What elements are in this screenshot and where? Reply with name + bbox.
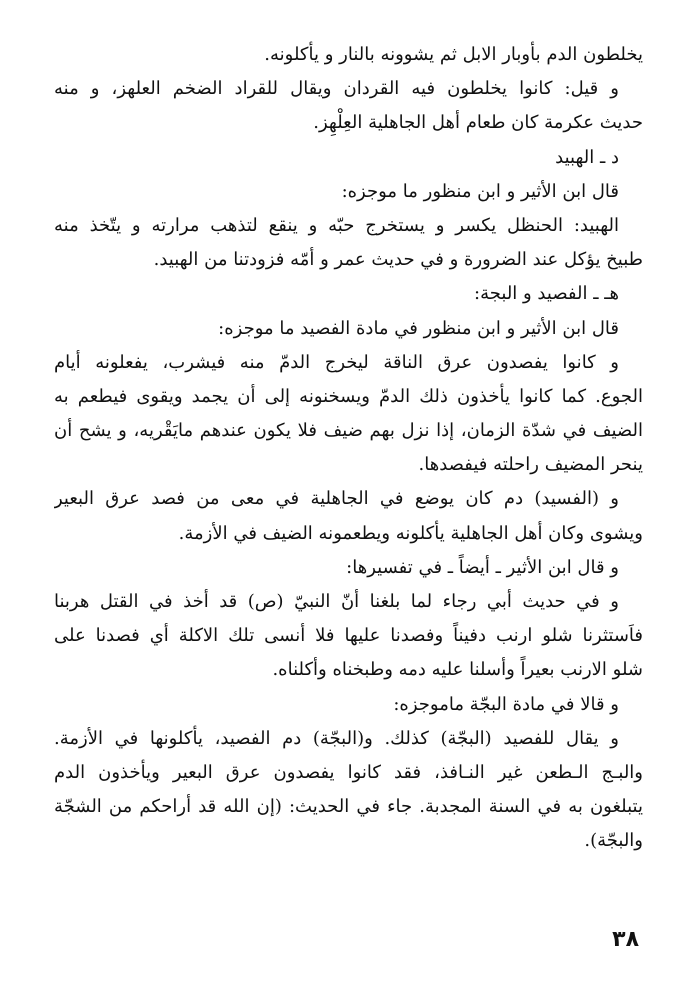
page-number: ٣٨ xyxy=(612,927,639,952)
text-line: الضيف في شدّة الزمان، إذا نزل بهم ضيف فلا يكون عندهم مايَقْريه، و يشح أن xyxy=(54,420,643,442)
body-text xyxy=(54,38,643,859)
text-line: و قيل: كانوا يخلطون فيه القردان ويقال للقراد الضخم العلهز، و منه xyxy=(54,78,619,100)
section-heading-fasid: هـ ـ الفصيد و البجة: xyxy=(474,283,619,305)
text-line: والبجّة). xyxy=(584,830,643,852)
text-line: و في حديث أبي رجاء لما بلغنا أنّ النبيّ (ص) قد أخذ في القتل هربنا xyxy=(54,591,619,612)
text-line: حديث عكرمة كان طعام أهل الجاهلية العِلْهِز. xyxy=(313,112,643,134)
text-line: والبـج الـطعن غير النـافذ، فقد كانوا يفصدون عرق البعير ويأخذون الدم xyxy=(54,761,643,783)
section-heading-habid: د ـ الهبيد xyxy=(555,146,619,168)
text-line: يخلطون الدم بأوبار الابل ثم يشوونه بالنار و يأكلونه. xyxy=(264,44,643,65)
text-line: قال ابن الأثير و ابن منظور ما موجزه: xyxy=(341,180,619,202)
text-line: و يقال للفصيد (البجّة) كذلك. و(البجّة) دم الفصيد، يأكلونها في الأزمة. xyxy=(54,727,619,749)
text-line: الجوع. كما كانوا يأخذون ذلك الدمّ ويسخنونه إلى أن يجمد ويقوى فيطعم به xyxy=(54,385,643,407)
text-line: الهبيد: الحنظل يكسر و يستخرج حبّه و ينقع لتذهب مرارته و يتّخذ منه xyxy=(54,214,619,236)
text-line: ينحر المضيف راحلته فيفصدها. xyxy=(418,454,643,476)
text-line: و قال ابن الأثير ـ أيضاً ـ في تفسيرها: xyxy=(346,556,619,578)
text-line: و (الفسيد) دم كان يوضع في الجاهلية في معى من فصد عرق البعير xyxy=(54,488,619,510)
text-line: شلو الارنب بعيراً وأسلنا عليه دمه وطبخناه وأكلناه. xyxy=(272,659,643,681)
text-line: طبيخ يؤكل عند الضرورة و في حديث عمر و أمّه فزودتنا من الهبيد. xyxy=(153,249,643,271)
text-line: فاَستثرنا شلو ارنب دفيناً وفصدنا عليها فلا أنسى تلك الاكلة أي فصدنا على xyxy=(54,625,643,647)
text-line: و كانوا يفصدون عرق الناقة ليخرج الدمّ منه فيشرب، يفعلونه أيام xyxy=(54,351,619,373)
text-line: قال ابن الأثير و ابن منظور في مادة الفصيد ما موجزه: xyxy=(218,317,619,339)
text-line: يتبلغون به في السنة المجدبة. جاء في الحديث: (إن الله قد أراحكم من الشجّة xyxy=(54,796,643,818)
text-line: و قالا في مادة البجّة ماموجزه: xyxy=(393,693,619,715)
text-line: ويشوى وكان أهل الجاهلية يأكلونه ويطعمونه الضيف في الأزمة. xyxy=(178,522,643,544)
